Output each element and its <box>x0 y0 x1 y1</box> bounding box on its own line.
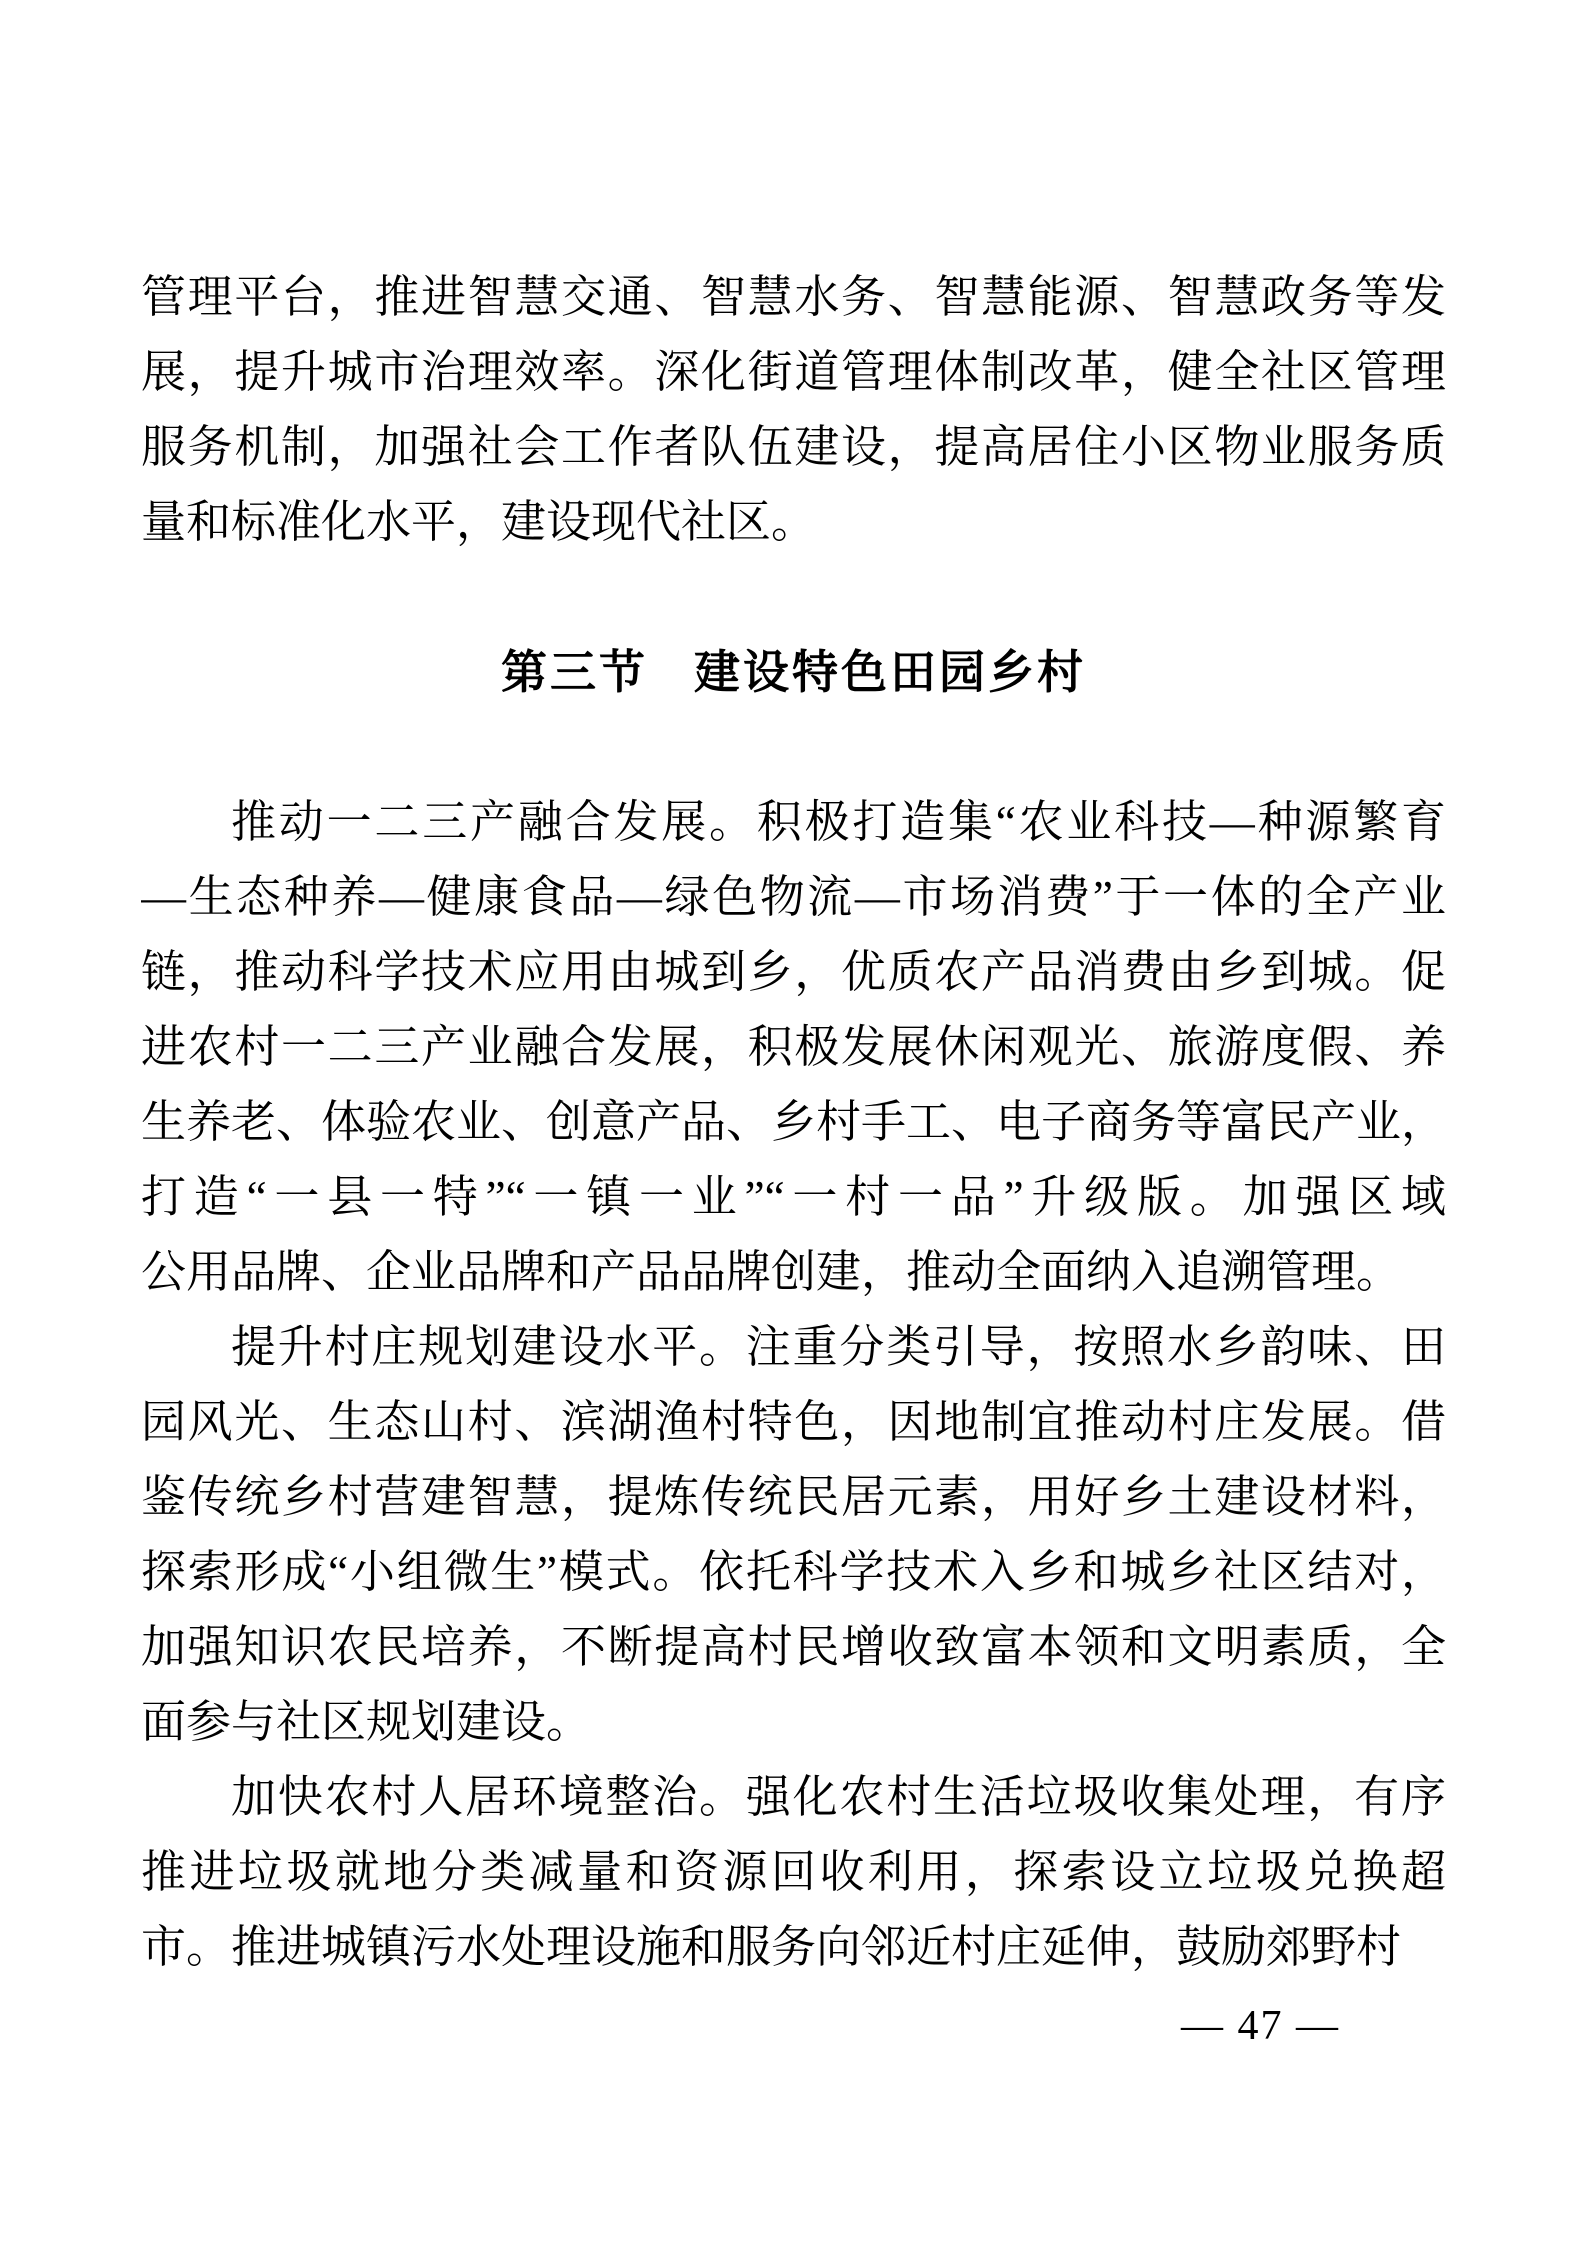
section-number: 第三节 <box>501 647 648 698</box>
paragraph-continuation <box>141 260 1446 560</box>
text-line: 量和标准化水平，建设现代社区。 <box>141 497 817 547</box>
paragraph-village-planning <box>141 1310 1446 1760</box>
text-line: 生养老、体验农业、创意产品、乡村手工、电子商务等富民产业， <box>141 1097 1446 1147</box>
text-line: 服务机制，加强社会工作者队伍建设，提高居住小区物业服务质 <box>141 422 1446 472</box>
text-line: 管理平台，推进智慧交通、智慧水务、智慧能源、智慧政务等发 <box>141 272 1446 322</box>
text-line: 加强知识农民培养，不断提高村民增收致富本领和文明素质，全 <box>141 1622 1446 1672</box>
paragraph-industry-integration <box>141 785 1446 1310</box>
text-line: 推进垃圾就地分类减量和资源回收利用，探索设立垃圾兑换超 <box>141 1847 1446 1897</box>
text-line: 市。推进城镇污水处理设施和服务向邻近村庄延伸，鼓励郊野村 <box>141 1922 1402 1972</box>
text-line: 加快农村人居环境整治。强化农村生活垃圾收集处理，有序 <box>231 1772 1446 1822</box>
text-line: 展，提升城市治理效率。深化街道管理体制改革，健全社区管理 <box>141 347 1446 397</box>
text-line: 探索形成“小组微生”模式。依托科学技术入乡和城乡社区结对， <box>141 1547 1446 1597</box>
text-line: 进农村一二三产业融合发展，积极发展休闲观光、旅游度假、养 <box>141 1022 1446 1072</box>
text-line: 公用品牌、企业品牌和产品品牌创建，推动全面纳入追溯管理。 <box>141 1247 1402 1297</box>
section-title: 建设特色田园乡村 <box>694 647 1086 698</box>
paragraph-rural-environment <box>141 1760 1446 1985</box>
text-line: 链，推动科学技术应用由城到乡，优质农产品消费由乡到城。促 <box>141 947 1446 997</box>
text-line: 鉴传统乡村营建智慧，提炼传统民居元素，用好乡土建设材料， <box>141 1472 1446 1522</box>
text-line: 打造“一县一特”“一镇一业”“一村一品”升级版。加强区域 <box>141 1172 1446 1222</box>
text-line: 提升村庄规划建设水平。注重分类引导，按照水乡韵味、田 <box>231 1322 1446 1372</box>
text-line: 园风光、生态山村、滨湖渔村特色，因地制宜推动村庄发展。借 <box>141 1397 1446 1447</box>
text-line: 面参与社区规划建设。 <box>141 1697 592 1747</box>
text-line: 推动一二三产融合发展。积极打造集“农业科技—种源繁育 <box>231 797 1446 847</box>
page-number: — 47 — <box>1181 2003 1340 2049</box>
text-line: —生态种养—健康食品—绿色物流—市场消费”于一体的全产业 <box>141 872 1446 922</box>
section-heading <box>141 635 1446 710</box>
